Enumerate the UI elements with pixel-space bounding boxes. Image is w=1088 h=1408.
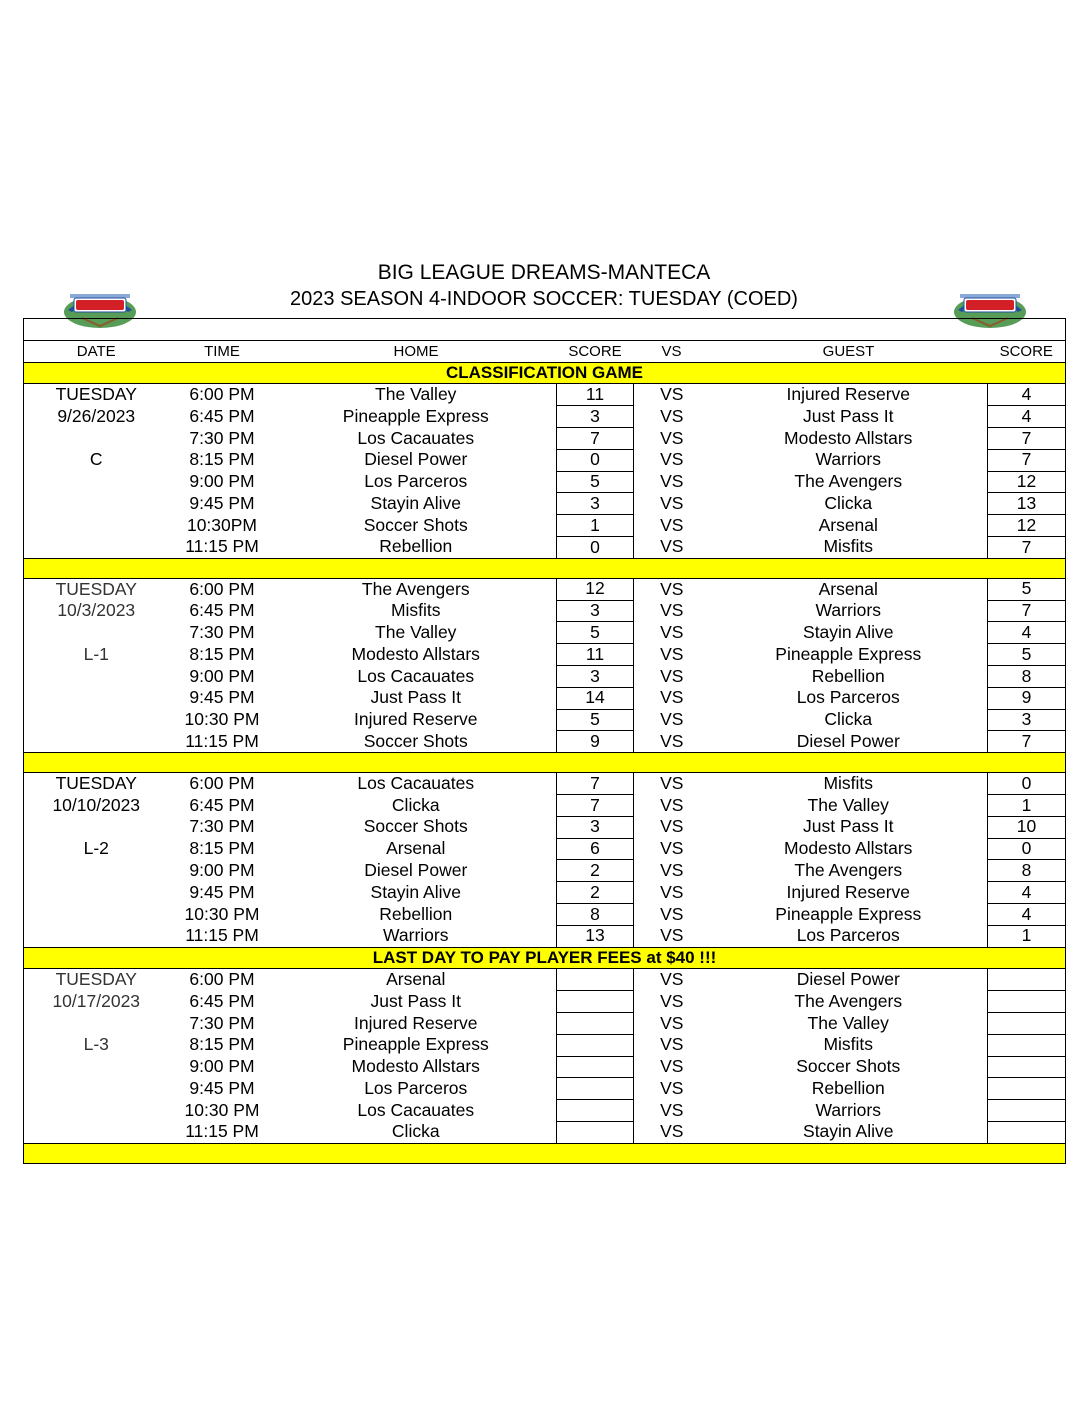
guest-score	[988, 969, 1066, 991]
week-banner: LAST DAY TO PAY PLAYER FEES at $40 !!!	[24, 947, 1066, 969]
game-row	[24, 536, 1066, 558]
week-day: TUESDAY	[24, 578, 169, 600]
home-score: 5	[557, 709, 634, 731]
footer-band	[24, 1143, 1066, 1163]
game-row	[24, 816, 1066, 838]
vs-label: VS	[660, 1056, 684, 1077]
game-time: 6:00 PM	[189, 578, 255, 599]
game-time: 10:30 PM	[184, 709, 260, 730]
game-time: 8:15 PM	[189, 1034, 255, 1055]
col-home-score: SCORE	[557, 340, 634, 362]
page-title: BIG LEAGUE DREAMS-MANTECA	[377, 261, 711, 284]
home-team: The Valley	[375, 384, 457, 405]
vs-label: VS	[660, 1099, 684, 1120]
vs-label: VS	[660, 816, 684, 837]
guest-score: 0	[988, 838, 1066, 860]
home-team: Los Cacauates	[357, 1099, 475, 1120]
vs-label: VS	[660, 471, 684, 492]
home-score: 3	[557, 600, 634, 622]
home-team: Clicka	[391, 1121, 440, 1142]
home-team: Soccer Shots	[363, 730, 468, 751]
col-guest: GUEST	[710, 340, 988, 362]
home-score: 12	[557, 578, 634, 600]
week-date: 10/3/2023	[24, 600, 169, 622]
week-day: TUESDAY	[24, 969, 169, 991]
date-cell	[24, 665, 169, 687]
date-cell	[24, 536, 169, 558]
game-row	[24, 384, 1066, 406]
week-banner	[24, 753, 1066, 773]
game-time: 6:45 PM	[189, 794, 255, 815]
guest-team: The Avengers	[794, 859, 903, 880]
week-banner-row	[24, 753, 1066, 773]
game-time: 6:00 PM	[189, 384, 255, 405]
guest-score: 7	[988, 427, 1066, 449]
home-score: 5	[557, 471, 634, 493]
guest-score	[988, 1034, 1066, 1056]
guest-score: 7	[988, 449, 1066, 471]
week-date: 10/10/2023	[24, 794, 169, 816]
guest-team: Soccer Shots	[796, 1056, 901, 1077]
game-time: 7:30 PM	[189, 816, 255, 837]
guest-score	[988, 1100, 1066, 1122]
game-row	[24, 773, 1066, 795]
game-row	[24, 493, 1066, 515]
home-team: Los Parceros	[364, 471, 468, 492]
guest-score: 10	[988, 816, 1066, 838]
home-team: Los Parceros	[364, 1077, 468, 1098]
vs-label: VS	[660, 687, 684, 708]
col-home: HOME	[276, 340, 557, 362]
guest-score: 9	[988, 687, 1066, 709]
guest-score	[988, 1121, 1066, 1143]
game-time: 9:45 PM	[189, 881, 255, 902]
home-score: 11	[557, 384, 634, 406]
game-row	[24, 709, 1066, 731]
game-row	[24, 925, 1066, 947]
week-code: C	[24, 449, 169, 471]
home-team: Rebellion	[379, 536, 453, 557]
guest-team: Clicka	[824, 493, 873, 514]
date-cell	[24, 622, 169, 644]
game-time: 9:45 PM	[189, 687, 255, 708]
col-date: DATE	[24, 340, 169, 362]
game-time: 9:00 PM	[189, 859, 255, 880]
guest-team: Diesel Power	[796, 730, 900, 751]
col-vs: VS	[634, 340, 710, 362]
date-cell	[24, 1056, 169, 1078]
home-team: Soccer Shots	[363, 816, 468, 837]
game-row	[24, 578, 1066, 600]
week-day: TUESDAY	[24, 773, 169, 795]
home-team: Modesto Allstars	[351, 1056, 480, 1077]
vs-label: VS	[660, 1012, 684, 1033]
game-row	[24, 882, 1066, 904]
home-score	[557, 969, 634, 991]
home-score: 8	[557, 903, 634, 925]
guest-team: Warriors	[815, 600, 881, 621]
game-time: 6:45 PM	[189, 405, 255, 426]
week-date: 10/17/2023	[24, 991, 169, 1013]
date-cell	[24, 925, 169, 947]
game-time: 11:15 PM	[185, 536, 259, 557]
game-time: 7:30 PM	[189, 427, 255, 448]
page-subtitle: 2023 SEASON 4-INDOOR SOCCER: TUESDAY (COED)	[290, 288, 798, 310]
guest-team: The Valley	[807, 794, 889, 815]
game-time: 10:30 PM	[184, 1099, 260, 1120]
guest-score: 1	[988, 794, 1066, 816]
home-team: Injured Reserve	[353, 1012, 478, 1033]
guest-team: Rebellion	[811, 1077, 885, 1098]
game-row	[24, 427, 1066, 449]
guest-score: 4	[988, 882, 1066, 904]
guest-score	[988, 1056, 1066, 1078]
guest-score: 5	[988, 578, 1066, 600]
guest-team: Stayin Alive	[803, 622, 894, 642]
date-cell	[24, 860, 169, 882]
game-row	[24, 1034, 1066, 1056]
guest-score: 12	[988, 515, 1066, 537]
home-score: 7	[557, 773, 634, 795]
date-cell	[24, 1100, 169, 1122]
guest-score: 7	[988, 731, 1066, 753]
game-row	[24, 838, 1066, 860]
game-row	[24, 1078, 1066, 1100]
home-score: 5	[557, 622, 634, 644]
home-team: Pineapple Express	[342, 405, 489, 426]
week-banner-row	[24, 947, 1066, 969]
week-code: L-1	[24, 644, 169, 666]
home-score: 7	[557, 427, 634, 449]
guest-team: Injured Reserve	[786, 881, 911, 902]
game-time: 8:15 PM	[189, 643, 255, 664]
col-time: TIME	[169, 340, 276, 362]
game-time: 6:45 PM	[189, 990, 255, 1011]
game-time: 6:00 PM	[189, 969, 255, 990]
guest-score: 3	[988, 709, 1066, 731]
guest-score: 12	[988, 471, 1066, 493]
guest-team: Los Parceros	[796, 687, 900, 708]
date-cell	[24, 1078, 169, 1100]
guest-score: 8	[988, 860, 1066, 882]
week-day: TUESDAY	[24, 384, 169, 406]
guest-team: Arsenal	[818, 514, 878, 535]
home-team: Just Pass It	[370, 990, 461, 1011]
vs-label: VS	[660, 881, 684, 902]
home-team: Misfits	[390, 600, 441, 621]
column-header-row	[24, 340, 1066, 362]
guest-team: Warriors	[815, 1099, 881, 1120]
home-team: Arsenal	[386, 969, 446, 990]
home-team: Diesel Power	[364, 859, 468, 880]
vs-label: VS	[660, 493, 684, 514]
game-row	[24, 1121, 1066, 1143]
home-team: Rebellion	[379, 903, 453, 924]
home-score: 0	[557, 536, 634, 558]
week-banner: CLASSIFICATION GAME	[24, 362, 1066, 384]
week-banner	[24, 558, 1066, 578]
game-time: 8:15 PM	[189, 449, 255, 470]
col-guest-score: SCORE	[988, 340, 1066, 362]
guest-team: Pineapple Express	[775, 903, 922, 924]
vs-label: VS	[660, 536, 684, 557]
game-row	[24, 969, 1066, 991]
game-row	[24, 471, 1066, 493]
vs-label: VS	[660, 925, 684, 946]
vs-label: VS	[660, 665, 684, 686]
home-score: 0	[557, 449, 634, 471]
game-row	[24, 600, 1066, 622]
home-score: 13	[557, 925, 634, 947]
home-team: Soccer Shots	[363, 514, 468, 535]
game-row	[24, 1056, 1066, 1078]
week-date: 9/26/2023	[24, 406, 169, 428]
home-score	[557, 991, 634, 1013]
guest-team: Los Parceros	[796, 925, 900, 946]
game-row	[24, 991, 1066, 1013]
vs-label: VS	[660, 622, 684, 642]
home-score: 14	[557, 687, 634, 709]
date-cell	[24, 1012, 169, 1034]
game-row	[24, 903, 1066, 925]
vs-label: VS	[660, 990, 684, 1011]
home-team: Los Cacauates	[357, 665, 475, 686]
guest-team: Misfits	[823, 773, 874, 794]
guest-score: 0	[988, 773, 1066, 795]
game-time: 8:15 PM	[189, 838, 255, 859]
home-team: The Valley	[375, 622, 457, 642]
date-cell	[24, 493, 169, 515]
home-score: 2	[557, 860, 634, 882]
home-score	[557, 1012, 634, 1034]
vs-label: VS	[660, 1077, 684, 1098]
game-time: 11:15 PM	[185, 1121, 259, 1142]
game-row	[24, 406, 1066, 428]
vs-label: VS	[660, 969, 684, 990]
home-team: Arsenal	[386, 838, 446, 859]
date-cell	[24, 816, 169, 838]
game-row	[24, 860, 1066, 882]
home-score: 7	[557, 794, 634, 816]
home-team: Los Cacauates	[357, 773, 475, 794]
game-time: 9:00 PM	[189, 471, 255, 492]
home-team: Modesto Allstars	[351, 643, 480, 664]
game-time: 10:30PM	[186, 514, 258, 535]
footer-band-row	[24, 1143, 1066, 1163]
home-team: The Avengers	[361, 578, 470, 599]
home-score: 3	[557, 406, 634, 428]
vs-label: VS	[660, 514, 684, 535]
guest-score	[988, 991, 1066, 1013]
guest-team: Just Pass It	[803, 816, 894, 837]
home-score	[557, 1078, 634, 1100]
week-code: L-2	[24, 838, 169, 860]
date-cell	[24, 882, 169, 904]
vs-label: VS	[660, 405, 684, 426]
home-score: 2	[557, 882, 634, 904]
game-time: 9:00 PM	[189, 665, 255, 686]
guest-team: Just Pass It	[803, 405, 894, 426]
guest-team: The Avengers	[794, 990, 903, 1011]
home-team: Warriors	[383, 925, 449, 946]
guest-score	[988, 1078, 1066, 1100]
date-cell	[24, 687, 169, 709]
guest-score: 8	[988, 665, 1066, 687]
game-time: 6:00 PM	[189, 773, 255, 794]
date-cell	[24, 1121, 169, 1143]
guest-team: Warriors	[815, 449, 881, 470]
vs-label: VS	[660, 600, 684, 621]
vs-label: VS	[660, 773, 684, 794]
vs-label: VS	[660, 1034, 684, 1055]
game-time: 7:30 PM	[189, 622, 255, 642]
game-time: 9:45 PM	[189, 1077, 255, 1098]
game-time: 11:15 PM	[185, 730, 259, 751]
game-time: 6:45 PM	[189, 600, 255, 621]
guest-team: Modesto Allstars	[784, 838, 913, 859]
guest-team: Pineapple Express	[775, 643, 922, 664]
game-row	[24, 622, 1066, 644]
guest-team: Injured Reserve	[786, 384, 911, 405]
guest-team: The Valley	[807, 1012, 889, 1033]
date-cell	[24, 471, 169, 493]
week-code: L-3	[24, 1034, 169, 1056]
schedule-table	[23, 318, 1066, 1164]
vs-label: VS	[660, 709, 684, 730]
vs-label: VS	[660, 427, 684, 448]
home-score: 6	[557, 838, 634, 860]
guest-score: 13	[988, 493, 1066, 515]
guest-team: Modesto Allstars	[784, 427, 913, 448]
vs-label: VS	[660, 1121, 684, 1142]
home-team: Injured Reserve	[353, 709, 478, 730]
guest-score: 7	[988, 600, 1066, 622]
vs-label: VS	[660, 903, 684, 924]
home-team: Diesel Power	[364, 449, 468, 470]
game-row	[24, 794, 1066, 816]
home-team: Just Pass It	[370, 687, 461, 708]
vs-label: VS	[660, 730, 684, 751]
date-cell	[24, 903, 169, 925]
home-score: 3	[557, 665, 634, 687]
home-score	[557, 1121, 634, 1143]
game-time: 10:30 PM	[184, 903, 260, 924]
guest-team: Rebellion	[811, 665, 885, 686]
game-time: 9:00 PM	[189, 1056, 255, 1077]
game-time: 7:30 PM	[189, 1012, 255, 1033]
guest-score: 4	[988, 406, 1066, 428]
date-cell	[24, 709, 169, 731]
game-row	[24, 449, 1066, 471]
home-score	[557, 1034, 634, 1056]
home-score: 1	[557, 515, 634, 537]
guest-team: Clicka	[824, 709, 873, 730]
vs-label: VS	[660, 578, 684, 599]
game-row	[24, 731, 1066, 753]
top-spacer-row	[24, 319, 1066, 341]
guest-score: 4	[988, 622, 1066, 644]
guest-score: 4	[988, 384, 1066, 406]
guest-team: Stayin Alive	[803, 1121, 894, 1142]
week-banner-row	[24, 558, 1066, 578]
vs-label: VS	[660, 384, 684, 405]
guest-score	[988, 1012, 1066, 1034]
vs-label: VS	[660, 643, 684, 664]
date-cell	[24, 427, 169, 449]
home-team: Stayin Alive	[370, 493, 461, 514]
week-banner-row	[24, 362, 1066, 384]
home-team: Stayin Alive	[370, 881, 461, 902]
guest-team: Arsenal	[818, 578, 878, 599]
game-row	[24, 1012, 1066, 1034]
vs-label: VS	[660, 449, 684, 470]
guest-team: Diesel Power	[796, 969, 900, 990]
home-score	[557, 1056, 634, 1078]
game-time: 9:45 PM	[189, 493, 255, 514]
home-score: 11	[557, 644, 634, 666]
date-cell	[24, 515, 169, 537]
guest-score: 1	[988, 925, 1066, 947]
game-row	[24, 665, 1066, 687]
game-time: 11:15 PM	[185, 925, 259, 946]
home-score: 3	[557, 816, 634, 838]
game-row	[24, 515, 1066, 537]
vs-label: VS	[660, 859, 684, 880]
vs-label: VS	[660, 838, 684, 859]
home-team: Clicka	[391, 794, 440, 815]
guest-score: 5	[988, 644, 1066, 666]
home-team: Los Cacauates	[357, 427, 475, 448]
home-score: 9	[557, 731, 634, 753]
guest-team: Misfits	[823, 536, 874, 557]
game-row	[24, 644, 1066, 666]
guest-team: The Avengers	[794, 471, 903, 492]
game-row	[24, 687, 1066, 709]
date-cell	[24, 731, 169, 753]
guest-score: 7	[988, 536, 1066, 558]
vs-label: VS	[660, 794, 684, 815]
home-team: Pineapple Express	[342, 1034, 489, 1055]
home-score	[557, 1100, 634, 1122]
guest-score: 4	[988, 903, 1066, 925]
game-row	[24, 1100, 1066, 1122]
home-score: 3	[557, 493, 634, 515]
guest-team: Misfits	[823, 1034, 874, 1055]
